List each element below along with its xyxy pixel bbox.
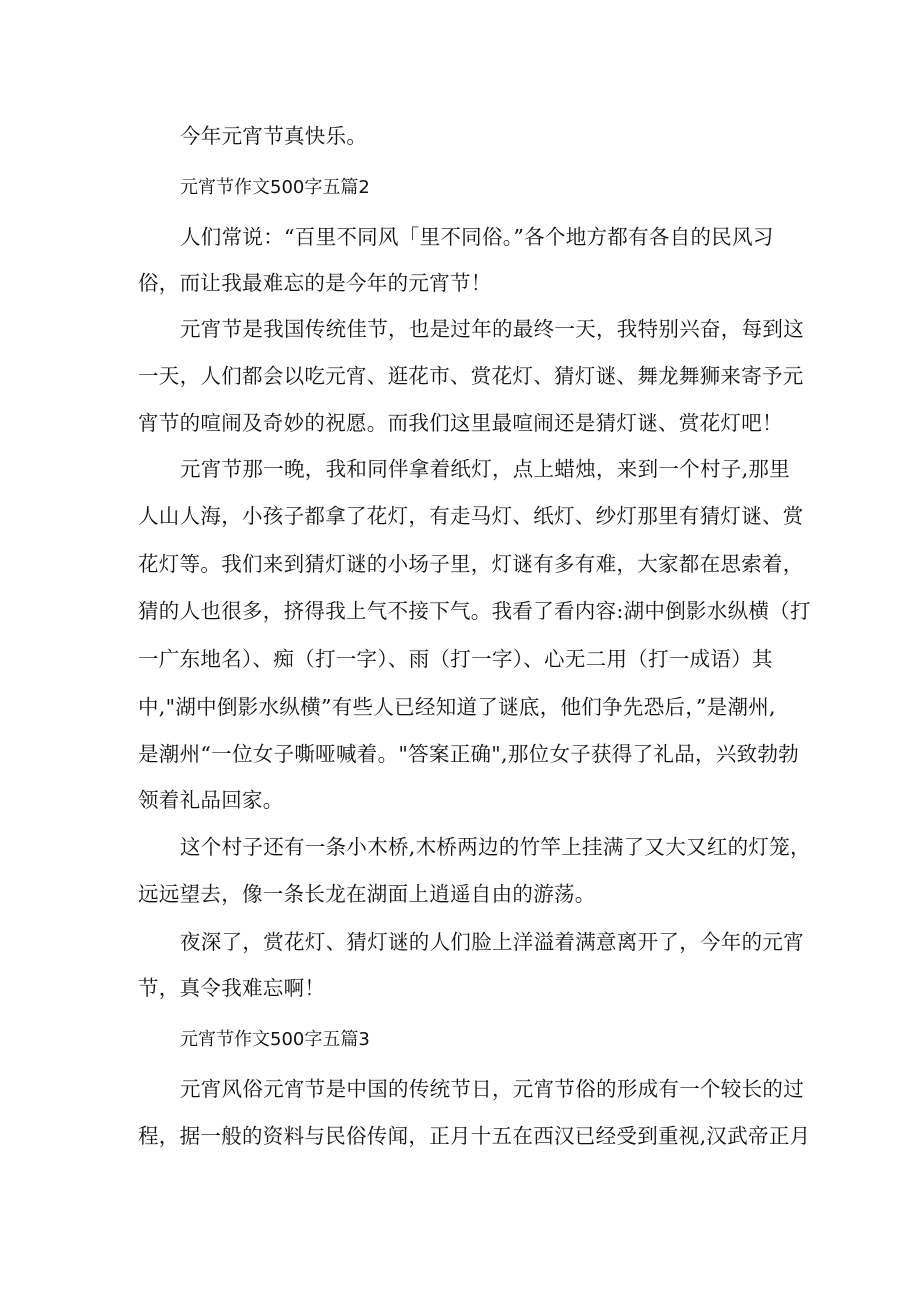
paragraph-line: 节，真令我难忘啊！ [138, 976, 326, 1000]
paragraph-line: 人山人海，小孩子都拿了花灯，有走马灯、纸灯、纱灯那里有猜灯谜、赏 [138, 504, 804, 528]
paragraph-line: 猜的人也很多，挤得我上气不接下气。我看了看内容:湖中倒影水纵横（打 [138, 599, 811, 623]
paragraph-line: 是潮州“一位女子嘶哑喊着。"答案正确",那位女子获得了礼品，兴致勃勃 [138, 742, 800, 766]
paragraph-line: 宵节的喧闹及奇妙的祝愿。而我们这里最喧闹还是猜灯谜、赏花灯吧！ [138, 411, 783, 435]
paragraph-line: 远远望去，像一条长龙在湖面上逍遥自由的游荡。 [138, 882, 596, 906]
paragraph-line: 花灯等。我们来到猜灯谜的小场子里，灯谜有多有难，大家都在思索着， [138, 552, 804, 576]
paragraph-line: 今年元宵节真快乐。 [180, 124, 368, 148]
paragraph-line: 一广东地名）、痴（打一字）、雨（打一字）、心无二用（打一成语）其 [138, 647, 773, 671]
paragraph-line: 人们常说：“百里不同风「里不同俗。”各个地方都有各自的民风习 [180, 225, 774, 249]
paragraph-line: 领着礼品回家。 [138, 788, 284, 812]
paragraph-line: 程，据一般的资料与民俗传闻，正月十五在西汉已经受到重视,汉武帝正月 [138, 1124, 811, 1148]
paragraph-line: 中,"湖中倒影水纵横”有些人已经知道了谜底，他们争先恐后，”是潮州, [138, 695, 776, 719]
paragraph-line: 元宵风俗元宵节是中国的传统节日，元宵节俗的形成有一个较长的过 [180, 1077, 804, 1101]
paragraph-line: 夜深了，赏花灯、猜灯谜的人们脸上洋溢着满意离开了，今年的元宵 [180, 930, 804, 954]
paragraph-line: 俗，而让我最难忘的是今年的元宵节！ [138, 271, 492, 295]
paragraph-line: 一天，人们都会以吃元宵、逛花市、赏花灯、猜灯谜、舞龙舞狮来寄予元 [138, 364, 804, 388]
paragraph-line: 这个村子还有一条小木桥,木桥两边的竹竿上挂满了又大又红的灯笼， [180, 835, 811, 859]
paragraph-line: 元宵节是我国传统佳节，也是过年的最终一天，我特别兴奋，每到这 [180, 317, 804, 341]
section-heading: 元宵节作文500字五篇3 [180, 1029, 370, 1050]
section-heading: 元宵节作文500字五篇2 [180, 177, 370, 198]
paragraph-line: 元宵节那一晚，我和同伴拿着纸灯，点上蜡烛，来到一个村子,那里 [180, 457, 791, 481]
